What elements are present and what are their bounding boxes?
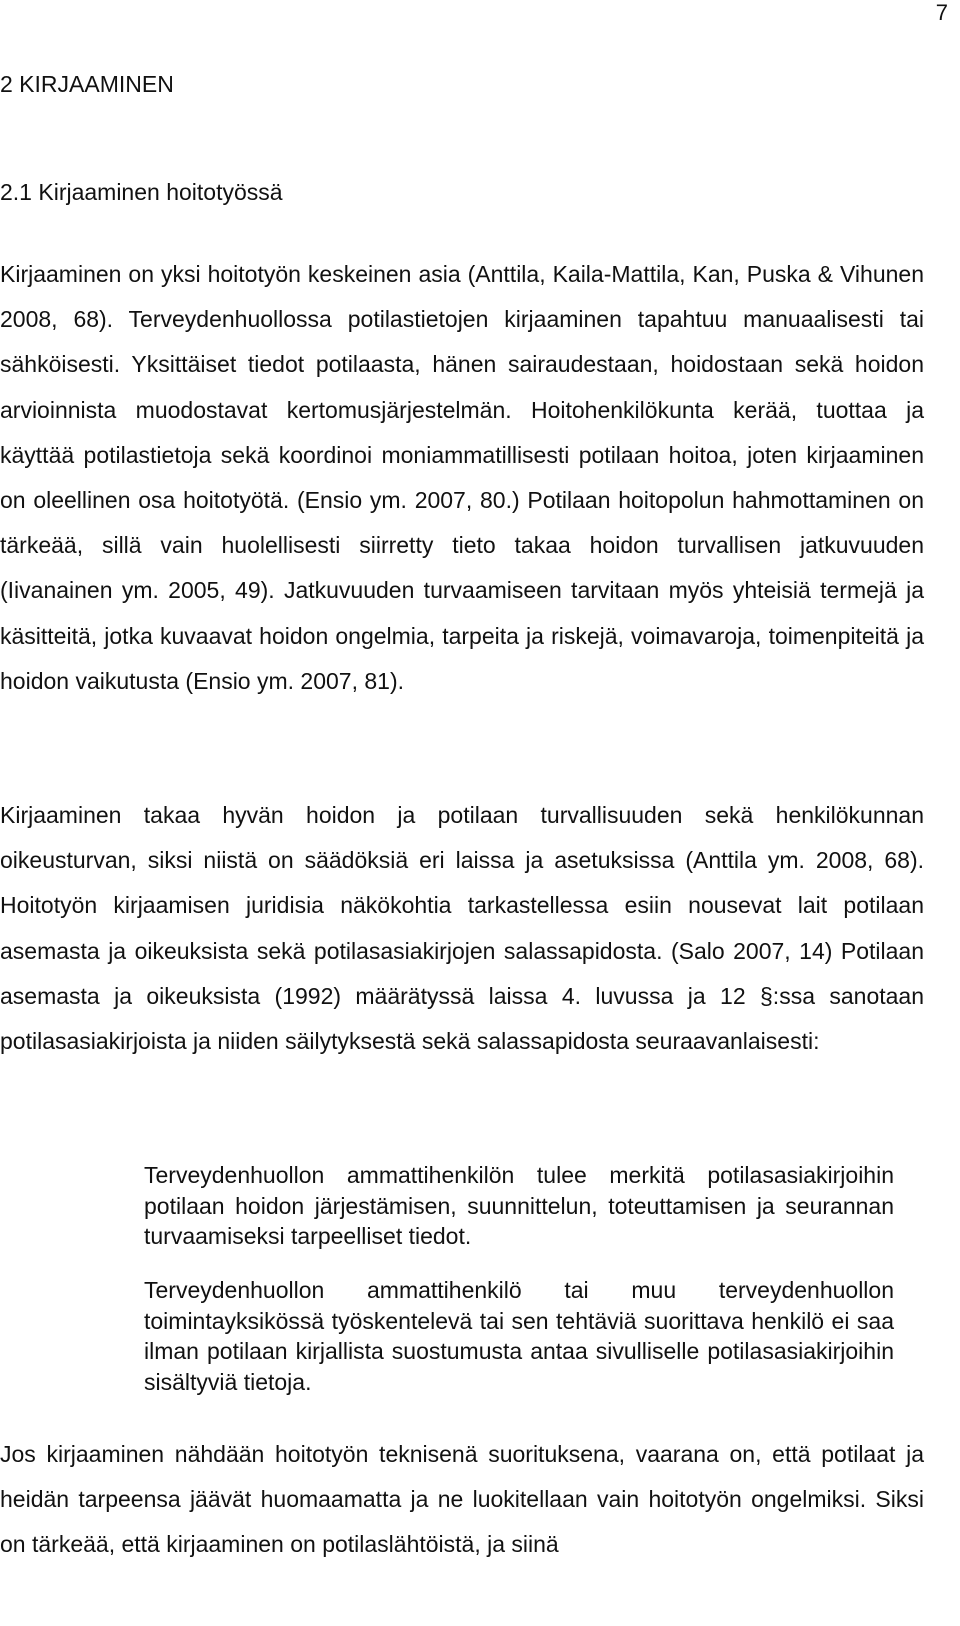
body-paragraph: Kirjaaminen takaa hyvän hoidon ja potilaan turvallisuuden sekä henkilökunnan oikeusturvan, siksi niistä on säädöksiä eri laissa ja asetuksissa (Anttila ym. 2008, 68). Hoitotyön kirjaamisen juridisia näkökohtia tarkastellessa esiin nousevat lait potilaan asemasta ja oikeuksista sekä potilasasiakirjojen salassapidosta. (Salo 2007, 14) Potilaan asemasta ja oikeuksista (1992) määrätyssä laissa 4. luvussa ja 12 §:ssa sanotaan potilasasiakirjoista ja niiden säilytyksestä sekä salassapidosta seuraavanlaisesti: xyxy=(0,802,924,1055)
body-paragraph: Jos kirjaaminen nähdään hoitotyön teknisenä suorituksena, vaarana on, että potilaat ja heidän tarpeensa jäävät huomaamatta ja ne luokitellaan vain hoitotyön ongelmiksi. Siksi on tärkeää, että kirjaaminen on potilaslähtöistä, ja siinä xyxy=(0,1441,924,1558)
block-quote: Terveydenhuollon ammattihenkilön tulee merkitä potilasasiakirjoihin potilaan hoidon järjestämisen, suunnittelun, toteuttamisen ja seurannan turvaamiseksi tarpeelliset tiedot. xyxy=(144,1162,894,1249)
chapter-heading: 2 KIRJAAMINEN xyxy=(0,71,174,97)
section-heading: 2.1 Kirjaaminen hoitotyössä xyxy=(0,179,283,205)
body-paragraph: Kirjaaminen on yksi hoitotyön keskeinen asia (Anttila, Kaila-Mattila, Kan, Puska & Vihunen 2008, 68). Terveydenhuollossa potilastietojen kirjaaminen tapahtuu manuaalisesti tai sähköisesti. Yksittäiset tiedot potilaasta, hänen sairaudestaan, hoidostaan sekä hoidon arvioinnista muodostavat kertomusjärjestelmän. Hoitohenkilökunta kerää, tuottaa ja käyttää potilastietoja sekä koordinoi moniammatillisesti potilaan hoitoa, joten kirjaaminen on oleellinen osa hoitotyötä. (Ensio ym. 2007, 80.) Potilaan hoitopolun hahmottaminen on tärkeää, sillä vain huolellisesti siirretty tieto takaa hoidon turvallisen jatkuvuuden (Iivanainen ym. 2005, 49). Jatkuvuuden turvaamiseen tarvitaan myös yhteisiä termejä ja käsitteitä, jotka kuvaavat hoidon ongelmia, tarpeita ja riskejä, voimavaroja, toimenpiteitä ja hoidon vaikutusta (Ensio ym. 2007, 81). xyxy=(0,261,924,694)
block-quote: Terveydenhuollon ammattihenkilö tai muu terveydenhuollon toimintayksikössä työskentelevä tai sen tehtäviä suorittava henkilö ei saa ilman potilaan kirjallista suostumusta antaa sivulliselle potilasasiakirjoihin sisältyviä tietoja. xyxy=(144,1277,894,1395)
page-number: 7 xyxy=(935,0,948,25)
